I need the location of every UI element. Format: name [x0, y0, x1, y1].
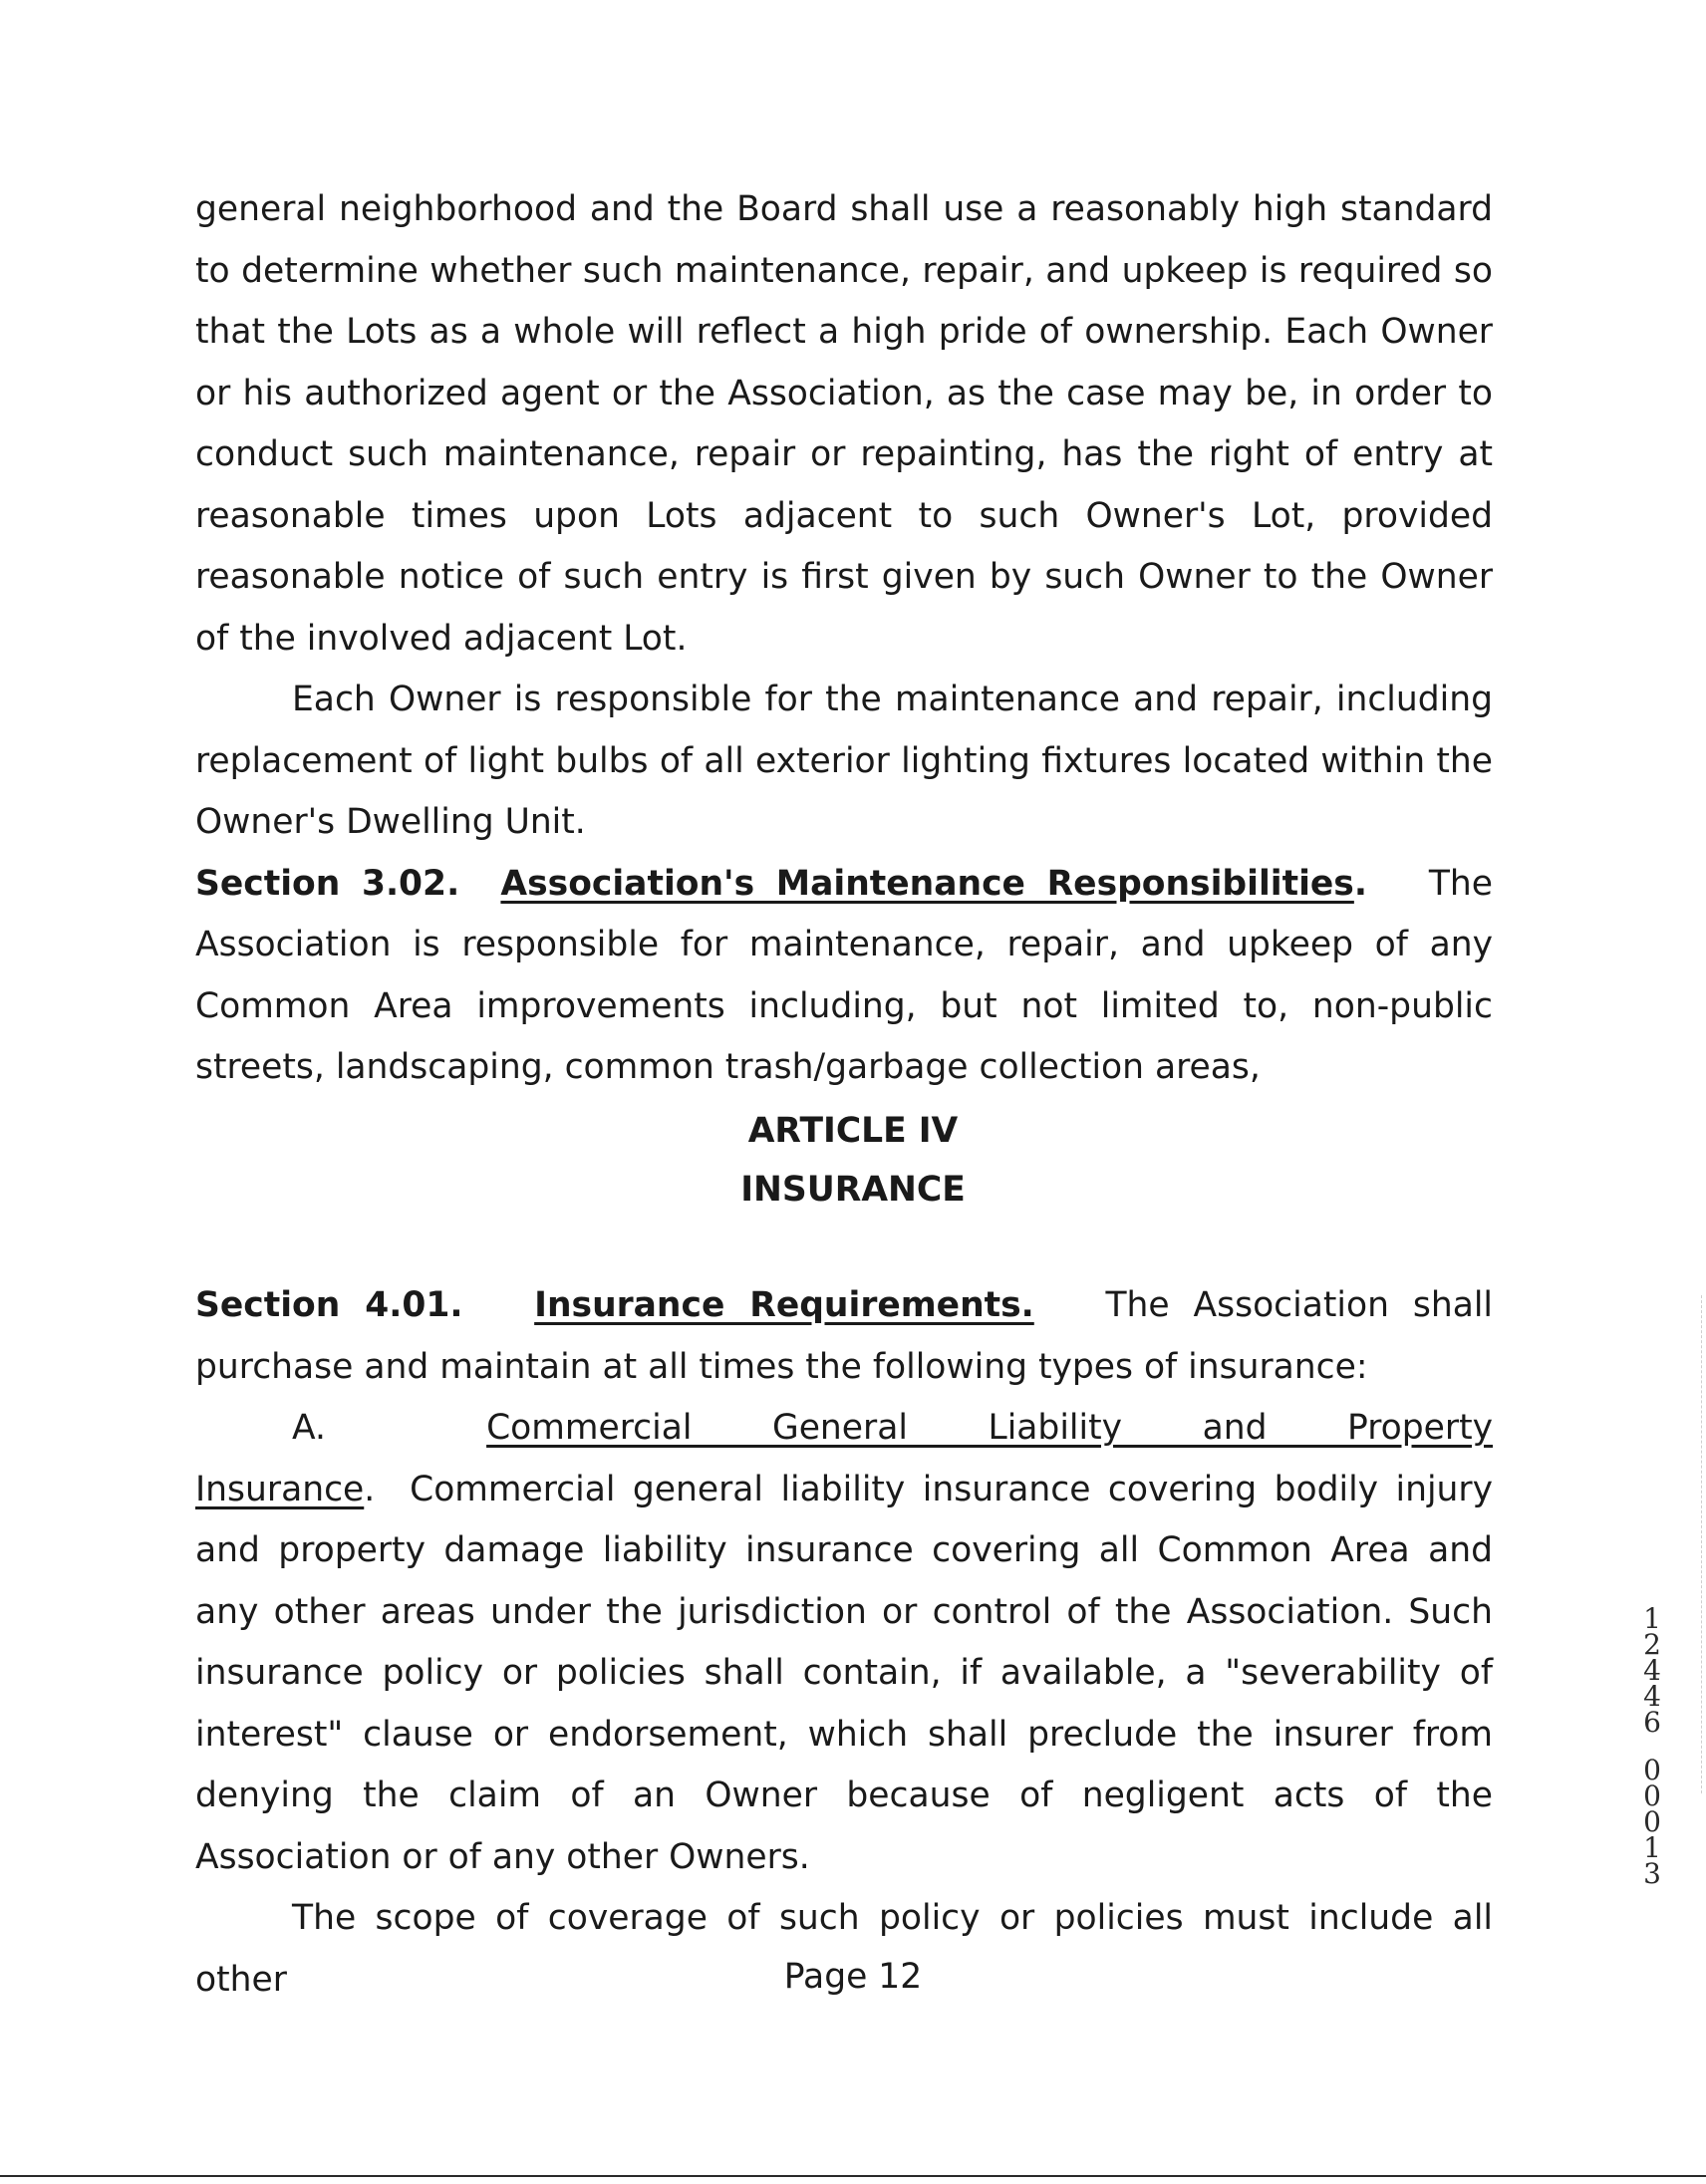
text-block-bottom	[195, 1275, 1493, 2011]
stamp-digit: 0	[1643, 1805, 1661, 1838]
text-block-top	[195, 179, 1493, 1099]
section-number: Section 4.01.	[195, 1285, 463, 1325]
section-title-punct: .	[1353, 863, 1367, 904]
section-number: Section 3.02.	[195, 863, 460, 904]
stamp-digit: 1	[1643, 1831, 1661, 1864]
section-title: Insurance Requirements.	[534, 1285, 1034, 1325]
section-text: The Association shall purchase and maintain at all times the following types of insurance:	[195, 1285, 1494, 1387]
paragraph-scope: The scope of coverage of such policy or policies must include all other	[195, 1898, 1493, 2000]
section-4-01	[195, 1275, 1493, 1398]
stamp-digit: 3	[1643, 1857, 1661, 1890]
article-number: ARTICLE IV	[747, 1111, 959, 1151]
stamp-digit: 6	[1643, 1706, 1661, 1739]
article-title: INSURANCE	[740, 1170, 966, 1210]
page-number: Page 12	[783, 1957, 923, 1997]
section-text: The Association is responsible for maintenance, repair, and upkeep of any Common Area improvements including, but not limited to, non-public streets, landscaping, common trash/garbage collection areas,	[195, 863, 1494, 1087]
stamp-digit: 1	[1643, 1602, 1661, 1635]
item-a-paragraph	[195, 1398, 1493, 1888]
stamp-digit: 0	[1643, 1754, 1661, 1786]
item-title-punct: .	[364, 1469, 376, 1509]
stamp-digit: 4	[1643, 1680, 1661, 1713]
paragraph-maintenance-standard: general neighborhood and the Board shall use a reasonably high standard to determine whether such maintenance, repair, and upkeep is required so that the Lots as a whole will reflect a high pride of ownership. Each Owner or his authorized agent or the Association, as the case may be, in order to conduct such maintenance, repair or repainting, has the right of entry at reasonable times upon Lots adjacent to such Owner's Lot, provided reasonable notice of such entry is first given by such Owner to the Owner of the involved adjacent Lot.	[195, 189, 1493, 659]
section-title: Association's Maintenance Responsibilities	[500, 863, 1354, 904]
stamp-digit: 4	[1643, 1654, 1661, 1687]
item-text: Commercial general liability insurance covering bodily injury and property damage liability insurance covering all Common Area and any other areas under the jurisdiction or control of the Association. Such insurance policy or policies shall contain, if available, a "severability of interest" clause or endorsement, which shall preclude the insurer from denying the claim of an Owner because of negligent acts of the Association or of any other Owners.	[195, 1469, 1494, 1877]
section-3-02	[195, 854, 1493, 1099]
scan-bottom-edge	[0, 2175, 1706, 2177]
item-title: Commercial General Liability and Property Insurance	[195, 1408, 1494, 1509]
paragraph-owner-lighting: Each Owner is responsible for the maintenance and repair, including replacement of light bulbs of all exterior lighting fixtures located within the Owner's Dwelling Unit.	[195, 680, 1493, 842]
item-label: A.	[292, 1408, 326, 1448]
stamp-digit: 0	[1643, 1779, 1661, 1812]
recording-stamp	[1639, 1602, 1665, 1890]
scan-margin-artifact	[1699, 1295, 1702, 1793]
stamp-digit: 2	[1643, 1628, 1661, 1661]
